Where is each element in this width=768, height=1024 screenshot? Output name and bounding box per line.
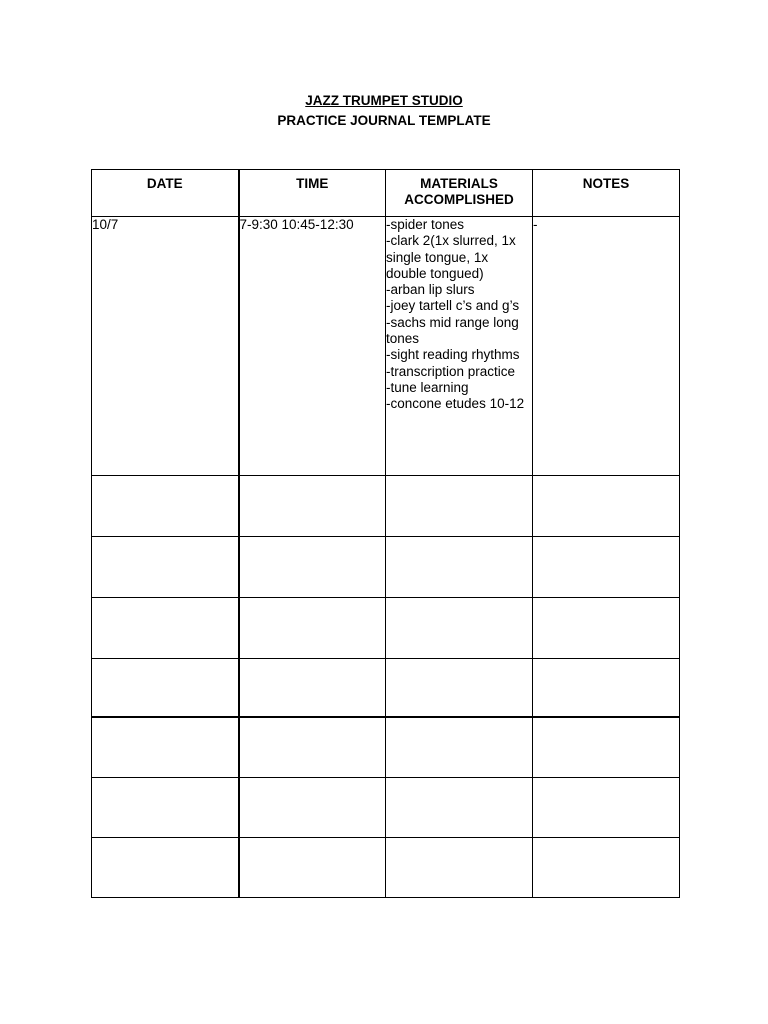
practice-journal-table — [91, 169, 680, 898]
empty-cell — [239, 778, 386, 838]
empty-cell — [386, 717, 533, 778]
empty-cell — [533, 717, 680, 778]
entry-notes: - — [533, 217, 680, 476]
empty-row — [92, 598, 680, 659]
empty-cell — [533, 659, 680, 717]
empty-row — [92, 476, 680, 537]
material-item: -sight reading rhythms — [386, 347, 520, 363]
empty-cell — [386, 476, 533, 537]
empty-cell — [386, 778, 533, 838]
table-row — [92, 217, 680, 476]
material-item: -sachs mid range long tones — [386, 314, 519, 347]
empty-cell — [533, 598, 680, 659]
empty-cell — [533, 838, 680, 898]
empty-cell — [533, 537, 680, 598]
empty-cell — [239, 598, 386, 659]
empty-cell — [92, 838, 239, 898]
empty-row — [92, 659, 680, 717]
empty-cell — [239, 537, 386, 598]
empty-cell — [92, 476, 239, 537]
entry-materials — [386, 217, 533, 476]
material-item: -joey tartell c’s and g’s — [386, 298, 520, 314]
table-header-row — [92, 170, 680, 217]
journal-subtitle: PRACTICE JOURNAL TEMPLATE — [277, 113, 491, 128]
column-header-date: DATE — [92, 170, 239, 217]
empty-cell — [239, 659, 386, 717]
material-item: -tune learning — [386, 379, 469, 395]
empty-cell — [92, 537, 239, 598]
empty-cell — [386, 537, 533, 598]
empty-cell — [92, 717, 239, 778]
empty-cell — [533, 778, 680, 838]
material-item: -spider tones — [386, 217, 465, 232]
empty-cell — [386, 598, 533, 659]
column-header-notes: NOTES — [533, 170, 680, 217]
empty-cell — [239, 476, 386, 537]
column-header-time: TIME — [239, 170, 386, 217]
material-item: -concone etudes 10-12 — [386, 396, 525, 412]
entry-date: 10/7 — [92, 217, 239, 476]
empty-cell — [533, 476, 680, 537]
empty-row — [92, 838, 680, 898]
column-header-materials: MATERIALS ACCOMPLISHED — [386, 170, 533, 217]
entry-time: 7-9:30 10:45-12:30 — [239, 217, 386, 476]
studio-title: JAZZ TRUMPET STUDIO — [305, 93, 463, 108]
material-item: -transcription practice — [386, 363, 516, 379]
empty-row — [92, 778, 680, 838]
material-item: -arban lip slurs — [386, 282, 475, 298]
empty-cell — [386, 838, 533, 898]
empty-row — [92, 717, 680, 778]
empty-cell — [92, 598, 239, 659]
empty-cell — [92, 778, 239, 838]
empty-row — [92, 537, 680, 598]
empty-cell — [239, 838, 386, 898]
empty-cell — [92, 659, 239, 717]
material-item: -clark 2(1x slurred, 1x single tongue, 1x double tongued) — [386, 233, 516, 281]
empty-cell — [386, 659, 533, 717]
empty-cell — [239, 717, 386, 778]
